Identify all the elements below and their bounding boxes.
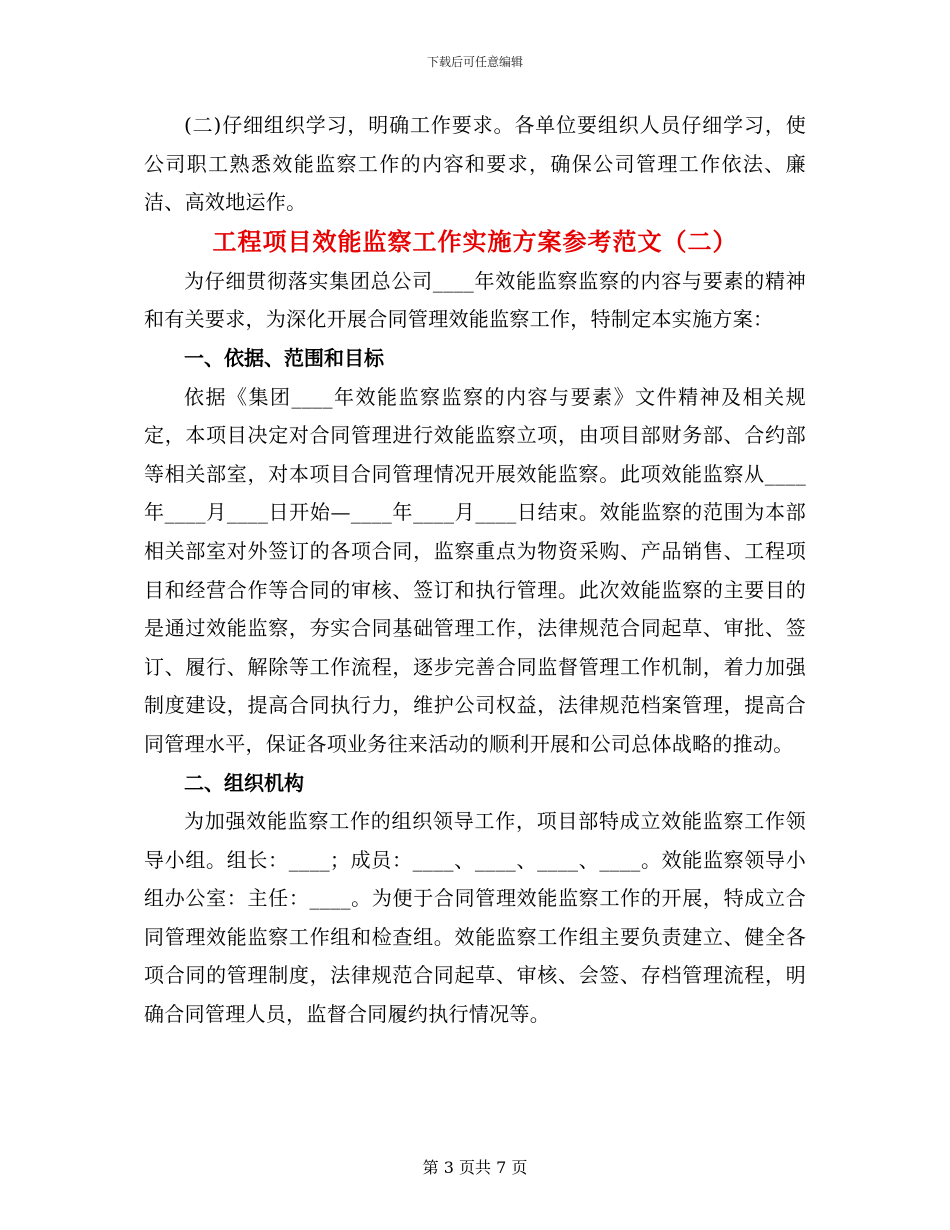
header-note: 下载后可任意编辑 xyxy=(426,55,523,69)
paragraph-preface: 为仔细贯彻落实集团总公司____年效能监察监察的内容与要素的精神和有关要求，为深化开展合同管理效能监察工作，特制定本实施方案： xyxy=(144,268,806,332)
heading-organization: 二、组织机构 xyxy=(184,770,304,795)
paragraph-organization: 为加强效能监察工作的组织领导工作，项目部特成立效能监察工作领导小组。组长：____；成员：____、____、____、____。效能监察领导小组办公室：主任：____。为便于合同管理效能监察工作的开展，特成立合同管理效能监察工作组和检查组。效能监察工作组主要负责建立、健全各项合同的管理制度，法律规范合同起草、审核、会签、存档管理流程，明确合同管理人员，监督合同履约执行情况等。 xyxy=(144,809,806,1027)
paragraph-intro: (二)仔细组织学习，明确工作要求。各单位要组织人员仔细学习，使公司职工熟悉效能监察工作的内容和要求，确保公司管理工作依法、廉洁、高效地运作。 xyxy=(144,113,806,215)
section-title: 工程项目效能监察工作实施方案参考范文（二） xyxy=(212,226,738,256)
heading-basis-scope-goals: 一、依据、范围和目标 xyxy=(184,345,384,370)
document-body xyxy=(144,106,806,1034)
page-number: 第 3 页共 7 页 xyxy=(422,1158,528,1177)
paragraph-basis: 依据《集团____年效能监察监察的内容与要素》文件精神及相关规定，本项目决定对合同管理进行效能监察立项，由项目部财务部、合约部等相关部室，对本项目合同管理情况开展效能监察。此项效能监察从____年____月____日开始—____年____月____日结束。效能监察的范围为本部相关部室对外签订的各项合同，监察重点为物资采购、产品销售、工程项目和经营合作等合同的审核、签订和执行管理。此次效能监察的主要目的是通过效能监察，夯实合同基础管理工作，法律规范合同起草、审批、签订、履行、解除等工作流程，逐步完善合同监督管理工作机制，着力加强制度建设，提高合同执行力，维护公司权益，法律规范档案管理，提高合同管理水平，保证各项业务往来活动的顺利开展和公司总体战略的推动。 xyxy=(144,384,806,756)
